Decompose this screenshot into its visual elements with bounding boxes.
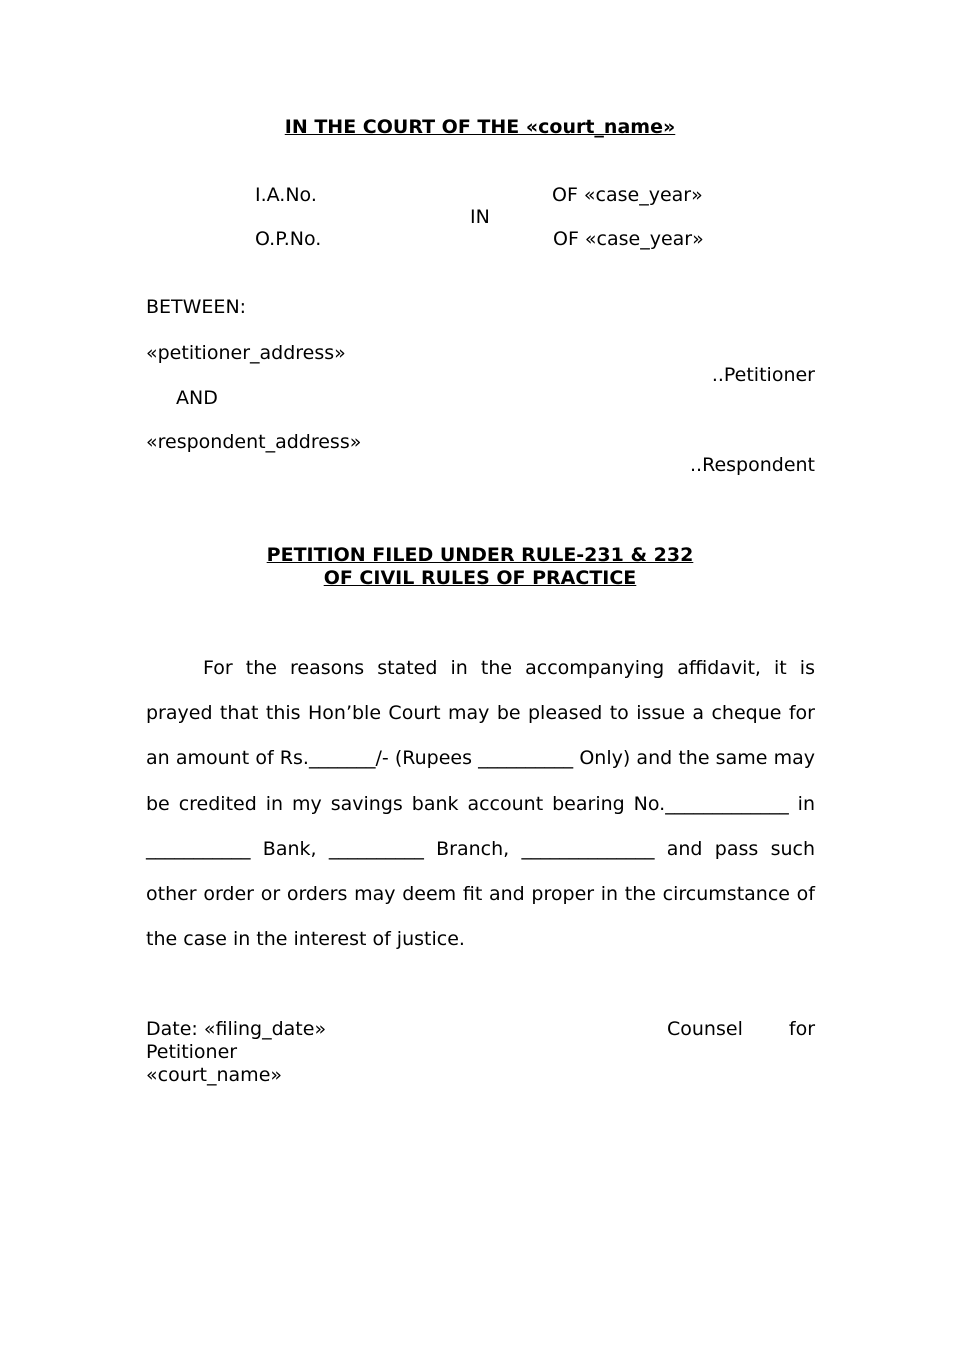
filing-date: Date: «filing_date» [146,1018,327,1040]
and-label: AND [176,387,218,409]
op-number-label: O.P.No. [255,228,322,250]
respondent-role: ..Respondent [690,454,815,476]
petition-body [146,646,815,962]
petitioner-word: Petitioner [146,1041,238,1063]
counsel-word: Counsel [667,1018,743,1040]
ia-case-year: OF «case_year» [552,184,703,206]
petitioner-role: ..Petitioner [711,364,815,386]
for-word: for [788,1018,815,1040]
footer-court-name: «court_name» [146,1064,283,1086]
respondent-address: «respondent_address» [146,431,362,453]
petition-title-line2: OF CIVIL RULES OF PRACTICE [323,567,637,589]
ia-number-label: I.A.No. [255,184,317,206]
petition-title-line1: PETITION FILED UNDER RULE-231 & 232 [266,544,694,566]
between-label: BETWEEN: [146,296,247,318]
petition-body-text: For the reasons stated in the accompanying affidavit, it is prayed that this Hon’ble Court may be pleased to issue a cheque for an amount of Rs._______/- (Rupees __________ Only) and the same may be credited in my savings bank account bearing No._____________ in ___________ Bank, __________ Branch, ______________ and pass such other order or orders may deem fit and proper in the circumstance of the case in the interest of justice. [146,657,815,951]
case-connector: IN [470,206,490,228]
op-case-year: OF «case_year» [553,228,704,250]
petitioner-address: «petitioner_address» [146,342,346,364]
court-title: IN THE COURT OF THE «court_name» [284,116,676,138]
